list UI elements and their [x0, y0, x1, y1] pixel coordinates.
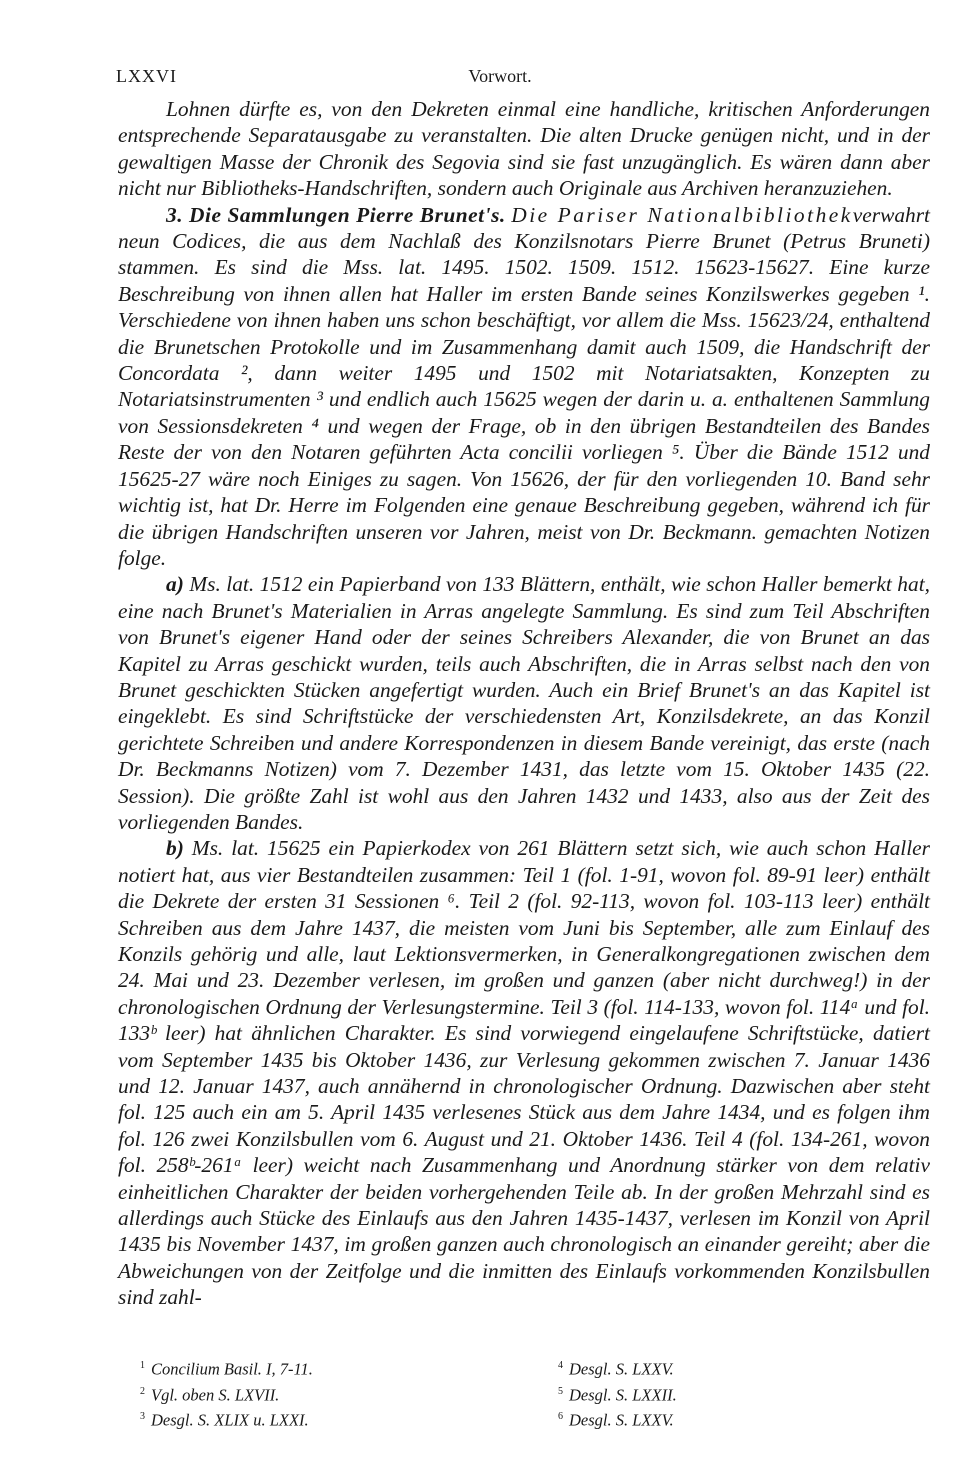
paragraph-section-3 — [118, 202, 930, 572]
item-label-a: a) — [166, 572, 184, 597]
footnote-text: Desgl. S. LXXII. — [569, 1385, 677, 1404]
footnote-text: Desgl. S. LXXV. — [569, 1359, 674, 1379]
footnote — [140, 1355, 470, 1381]
footnote-text: Concilium Basil. I, 7-11. — [151, 1359, 313, 1379]
footnote-number: 6 — [558, 1411, 563, 1422]
paragraph-a — [118, 571, 930, 835]
paragraph-b — [118, 835, 930, 1310]
footnote-number: 1 — [140, 1360, 145, 1371]
footnote — [558, 1381, 888, 1407]
body-text — [118, 96, 930, 1311]
section-3-text: verwahrt neun Codices, die aus dem Nachlaß des Konzilsnotars Pierre Brunet (Petrus Bruneti) stammen. Es sind die Mss. lat. 1495. 1502. 1509. 1512. 15623-15627. Eine kurze Beschreibung von ihnen allen hat Haller im ersten Bande seines Konzilswerkes gegeben ¹. Verschiedene von ihnen haben uns schon beschäftigt, vor allem die Mss. 15623/24, enthaltend die Brunetschen Protokolle und im Zusammenhang damit auch 1509, die Handschrift der Concordata ², dann weiter 1495 und 1502 mit Notariatsakten, Konzepten zu Notariatsinstrumenten ³ und endlich auch 15625 wegen der darin u. a. enthaltenen Sammlung von Sessionsdekreten ⁴ und wegen der Frage, ob in den übrigen Bestandteilen des Bandes Reste der von den Notaren geführten Acta concilii vorliegen ⁵. Über die Bände 1512 und 15625-27 wäre noch Einiges zu sagen. Von 15626, der für den vorliegenden 10. Band sehr wichtig ist, hat Dr. Herre im Folgenden eine genaue Beschreibung gegeben, während ich für die übrigen Handschriften unseren vor Jahren, meist von Dr. Beckmann. gemachten Notizen folge. — [118, 202, 931, 570]
footnote-number: 5 — [558, 1385, 563, 1397]
footnotes-left-column — [140, 1355, 470, 1432]
footnote — [140, 1381, 470, 1407]
footnote-number: 2 — [140, 1385, 145, 1397]
footnote-text: Desgl. S. XLIX u. LXXI. — [151, 1410, 309, 1430]
spaced-emphasis: Die Pariser Nationalbibliothek — [511, 202, 853, 227]
running-title: Vorwort. — [468, 66, 532, 86]
footnotes-right-column — [558, 1355, 888, 1432]
section-heading: 3. Die Sammlungen Pierre Brunet's. — [166, 202, 506, 227]
footnote-number: 3 — [140, 1411, 145, 1422]
footnote — [558, 1355, 888, 1381]
footnote — [558, 1406, 888, 1432]
item-text-a: Ms. lat. 1512 ein Papierband von 133 Blättern, enthält, wie schon Haller bemerkt hat, eine nach Brunet's Materialien in Arras angelegte Sammlung. Es sind zum Teil Abschriften von Brunet's eigener Hand oder der seines Schreibers Alexander, die von Brunet an das Kapitel zu Arras geschickt wurden, teils auch Abschriften, die in Arras selbst nach den von Brunet geschickten Stücken angefertigt wurden. Auch ein Brief Brunet's an das Kapitel ist eingeklebt. Es sind Schriftstücke der verschiedensten Art, Konzilsdekrete, an das Konzil gerichtete Schreiben und andere Korrespondenzen in diesem Bande vereinigt, das erste (nach Dr. Beckmanns Notizen) vom 7. Dezember 1431, das letzte vom 15. Oktober 1435 (22. Session). Die größte Zahl ist wohl aus den Jahren 1432 und 1433, also aus der Zeit des vorliegenden Bandes. — [118, 572, 930, 834]
paragraph-intro: Lohnen dürfte es, von den Dekreten einmal eine handliche, kritischen Anforderungen entsprechende Separatausgabe zu veranstalten. Die alten Drucke genügen nicht, und in der gewaltigen Masse der Chronik des Segovia sind sie fast unzugänglich. Es wären dann aber nicht nur Bibliotheks-Handschriften, sondern auch Originale aus Archiven heranzuziehen. — [118, 97, 930, 201]
footnote-text: Vgl. oben S. LXVII. — [151, 1385, 280, 1404]
item-text-b: Ms. lat. 15625 ein Papierkodex von 261 Blättern setzt sich, wie auch schon Haller notiert hat, aus vier Bestandteilen zusammen: Teil 1 (fol. 1-91, wovon fol. 89-91 leer) enthält die Dekrete der ersten 31 Sessionen ⁶. Teil 2 (fol. 92-113, wovon fol. 103-113 leer) enthält Schreiben aus dem Jahre 1437, die meisten vom Juni bis September, alle zum Einlauf des Konzils gehörig und alle, laut Lektionsvermerken, in Generalkongregationen zwischen dem 24. Mai und 23. Dezember verlesen, im großen und ganzen (aber nicht durchweg!) in der chronologischen Ordnung der Verlesungstermine. Teil 3 (fol. 114-133, wovon fol. 114ᵃ und fol. 133ᵇ leer) hat ähnlichen Charakter. Es sind vorwiegend eingelaufene Schriftstücke, datiert vom September 1435 bis Oktober 1436, zur Verlesung gekommen zwischen 7. Januar 1436 und 12. Januar 1437, auch annähernd in chronologischer Ordnung. Dazwischen aber steht fol. 125 auch ein am 5. April 1435 verlesenes Stück aus dem Jahre 1434, und es folgen ihm fol. 126 zwei Konzilsbullen vom 6. August und 21. Oktober 1436. Teil 4 (fol. 134-261, wovon fol. 258ᵇ-261ᵃ leer) weicht nach Zusammenhang und Anordnung stärker von dem relativ einheitlichen Charakter der beiden vorhergehenden Teile ab. In der großen Mehrzahl sind es allerdings auch Stücke des Einlaufs aus den Jahren 1435-1437, verlesen im Konzil von April 1435 bis November 1437, im großen ganzen auch chronologisch an einander gereiht; aber die Abweichungen von der Zeitfolge und die inmitten des Einlaufs vorkommenden Konzilsbullen sind zahl- — [118, 836, 930, 1310]
footnote-text: Desgl. S. LXXV. — [569, 1410, 674, 1430]
footnote-number: 4 — [558, 1360, 563, 1371]
item-label-b: b) — [166, 836, 184, 861]
page-number: LXXVI — [116, 66, 177, 86]
footnote — [140, 1406, 470, 1432]
